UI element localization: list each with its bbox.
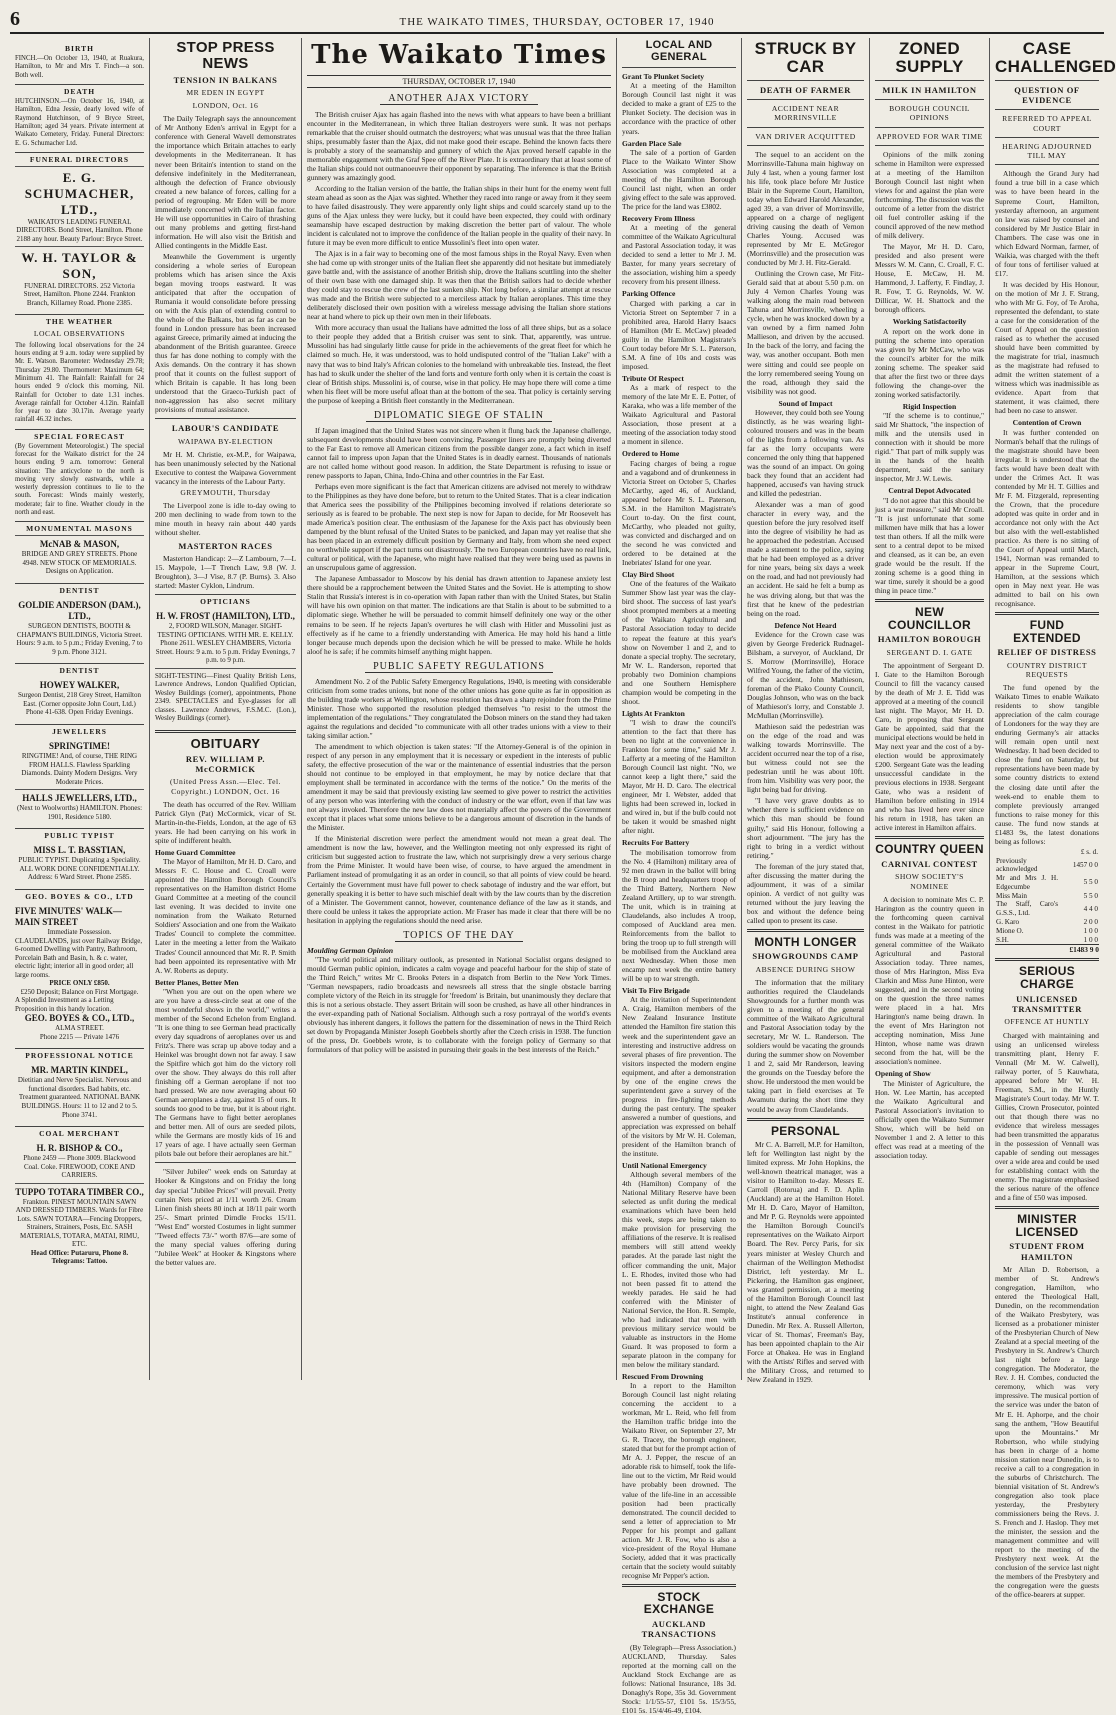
article-paragraph: The Liverpool zone is idle to-day owing to 200 men declining to wade from town to the mine mouth in heavy rain about 440 yards without shelter. [155,501,296,538]
article-paragraph: "Silver Jubilee" week ends on Saturday at Hooker & Kingstons and on Friday the long day special "Jubilee Prices" will prevail. Pretty curtain Nets priced at 1/11 worth 2/6. Cream Linen finish sheets 80 inch at 18/11 pair worth 25/-. Smart printed Dirndle Frocks 15/11. "West End" worsted Costumes in light summer "Tweed effects 73/-" worth 87/6—are some of the many special values offering during "Jubilee Week" at Hooker & Kingstons where the better values are. [155,1167,296,1267]
headline-sub: SHOWGROUNDS CAMP [752,951,859,962]
ad-frost [155,608,296,668]
birth-label: BIRTH [65,44,94,53]
monumental-label: MONUMENTAL MASONS [15,521,144,533]
article-paragraph: (By Telegraph—Press Association.) AUCKLAND, Thursday. Sales reported at the morning call on the Auckland Stock Exchange are as follows: National Insurance, 18s 3d. Donaghy's Rope, 35s 3d. Government Stock: 1/1/55-57, £101 5s. 15/3/55, £101 5s. 15/4/46-49, £104. [622,1642,736,1715]
ad-text: RINGTIME! And, of course, THE RING FROM HALLS. Flawless Sparkling Diamonds. Dainty Modern Designs. Very Moderate Prices. [21,752,138,786]
ad-title: MISS L. T. BASSTIAN, [33,845,126,856]
article-paragraph: Although the Grand Jury had found a true bill in a case which was to have been heard in the Supreme Court, Hamilton, yesterday afternoon, an argument on law was raised by counsel and considered by Mr Justice Blair in Chambers. The case was one in which Edward Norman, farmer, of Waikia, was charged with the theft of four tons of fertiliser valued at £17. [995,169,1099,278]
weather-label: THE WEATHER [15,314,144,326]
ad-address: ALMA STREET. [55,1024,104,1033]
article-paragraph: The Japanese Ambassador to Moscow by his denial has drawn attention to Japanese anxiety lest there should be a rapprochement between the United States and the Soviet. He is attempting to show Stalin that Russia's interest is in co-operation with Japan rather than with the United States, but Stalin will have his own opinion on that matter. The indications are that Stalin is about to be submitted to a diplomatic siege. Whether he will be persuaded to commit himself definitely one way or the other remains to be seen. If he rejects Japan's overtures he will clash with Hitler and Mussolini just as effectively as if he came to a friendly understanding with America. He may hold his hand a little longer because much depends upon the decision which he will be pressed to make. While he holds aloof he is safe; if he commits himself anything might happen. [307,574,611,656]
councillor-heading: NEW COUNCILLOR [888,604,971,632]
minor-heading: Moulding German Opinion [307,945,394,955]
headline-sub: TENSION IN BALKANS [173,74,278,85]
article-paragraph: The mobilisation tomorrow from the No. 4 (Hamilton) military area of 92 men drawn in the ballot will bring the B troop and headquarters troop of the Third Battery, Northern New Zealand Artillery, up to war strength. The unit, which is in training at Claudelands, also includes A troop, composed of Auckland area men. Reinforcements from the ballot to bring the troop up to full strength will be mobilised from the Auckland area next Wednesday. When those men encamp next week the entire battery will be up to war strength. [622,847,736,984]
ad-deposit: £250 Deposit; Balance on First Mortgage. [20,987,139,996]
ad-text: (Next to Woolworths) HAMILTON. Phones: 1901, Residence 5180. [16,804,143,821]
minister-heading: MINISTER LICENSED [1015,1212,1079,1239]
article-paragraph: It was decided by His Honour, on the motion of Mr J. F. Strang, who with Mr G. Foy, of Te Aroha, represented the defendant, to state a case for the consideration of the Court of Appeal on the question raised as to whether the accused should have been committed by the magistrate for trial, inasmuch as the magistrate had refused to admit the written statement of a witness which was inadmissible as evidence. Apart from that statement, it was claimed, there had been no case to answer. [995,279,1099,416]
ad-price: PRICE ONLY £850. [49,979,110,988]
minor-heading: Home Guard Committee [155,847,236,857]
article-paragraph: The death has occurred of the Rev. William Patrick Glyn (Pat) McCormick, vicar of St. Martin-in-the-Fields, London, at the age of 63 years. He had been carrying on his work in spite of indifferent health. [155,799,296,845]
ad-text: PUBLIC TYPIST. Duplicating a Speciality. ALL WORK DONE CONFIDENTIALLY. Address: 6 Ward Street. Phone 2585. [18,856,141,882]
article-paragraph: Opinions of the milk zoning scheme in Hamilton were expressed at a meeting of the Hamilton Borough Council last night when views for and against the plan were forthcoming. The discussion was the outcome of a letter from the district oil fuel controller asking if the council approved of the new method of milk delivery. [875,149,984,241]
article-paragraph: The British cruiser Ajax has again flashed into the news with what appears to have been a brilliant encounter in the Mediterranean, in which three Italian destroyers were sunk. It was not perhaps remarkable that the cruiser should outmatch the destroyers; what was unusual was that the three Italian ships, presumably faster than the Ajax, did not make good their escape. Behind the known facts there is probably a story of the seamanship and gunnery of which the Ajax proved herself capable in the memorable engagement with the Graf Spee off the River Plate. It is extraordinary that at least some of the Italian ships could not outmanoeuvre their opponent by separating. The inference is that the British gunnery was amazingly good. [307,109,611,182]
article-paragraph: Facing charges of being a rogue and a vagabond and of drunkenness in Victoria Street on October 5, Charles McCarthy, aged 46, of Auckland, appeared before Mr S. L. Paterson, S.M. in the Hamilton Magistrate's Court to-day. On the first count, McCarthy, who pleaded not guilty, was convicted and discharged and on the second he was convicted and ordered to be detained at the Inebriates' Island for one year. [622,458,736,568]
article-paragraph: "I have very grave doubts as to whether there is sufficient evidence on which this man should be found guilty," said His Honour, following a short adjournment. "The jury has the right to bring in a verdict without retiring." [747,796,864,860]
charge-heading: SERIOUS CHARGE [1018,964,1076,991]
ad-title: SPRINGTIME! [48,741,110,752]
headline-sub: SHOW SOCIETY'S NOMINEE [895,872,964,891]
ad-title: MR. MARTIN KINDEL, [31,1065,128,1076]
headline-sub: ACCIDENT NEAR MORRINSVILLE [771,104,840,123]
headline-sub: COUNTRY DISTRICT REQUESTS [1006,660,1088,679]
forecast-text: (By Government Meteorologist.) The special forecast for the Waikato district for the 24 hours ending 9 a.m. tomorrow: General situation: The anticyclone to the north is moving very slowly eastwards, while a westerly depression continues to lie to the south. Forecast: Winds mainly westerly, moderate; fair to fine. Weather cloudy in the north and east. [15,442,144,517]
fund-table [995,848,1099,945]
fund-col-header: £ s. d. [1080,847,1098,856]
headline-sub: REFERRED TO APPEAL COURT [1002,114,1092,133]
ad-timber [15,1183,144,1269]
headline-sub: ABSENCE DURING SHOW [755,964,856,974]
month-heading: MONTH LONGER [754,934,857,949]
ad-agent: GEO. BOYES & CO., LTD., [24,1013,135,1024]
jewellers-label: JEWELLERS [15,724,144,736]
table-row: The Staff, Caro's G.S.S., Ltd. 4 4 0 [996,900,1098,918]
page-number: 6 [10,8,20,30]
article-paragraph: "When you are out on the open where we are you have a dress-circle seat at one of the most wonderful shows in the world," writes a member of the Second Echelon from England. "It is one thing to see German head practically every day squadrons of aeroplanes over us and Fritz's. There was scrap up above today and a Heinkel was brought down not far away. I saw the Spitfire which got him do the victory roll over the show. They always do this roll after finishing off a German aeroplane if not too hard pressed. We are now averaging about 60 German aeroplanes a day, against 15 of ours. It sounds too good to be true, but it is about right. The Germans have to fight better aeroplanes and better men. All of ours are seeded pilots, while the Germans are mostly kids of 16 and 17 years of age. I have actually seen German pilots bale out before their aeroplanes are hit." [155,986,296,1159]
ad-title: HOWEY WALKER, [39,680,120,691]
article-paragraph: The Mayor, Mr H. D. Caro, presided and also present were Messrs W. M. Cann, C. Croall, F. C. House, E. McCaw, H. M. Hammond, J. Lafferty, F. Findlay, J. R. Fow, T. G. Reynolds, W. W. Dillicar, W. H. Shattock and the borough officers. [875,242,984,315]
article-paragraph: Evidence for the Crown case was given by George Frederick Rudnagel-Bilsham, a surveyor, of Auckland, Dr S. Morrow (Morrinsville), Horace Wilfred Young, the father of the victim, of the accident, John Mathieson, foreman of the Piako County Council, Douglas Johnson, who was on the back of Mathieson's lorry, and Constable J. McMullan (Morrinsville). [747,629,864,721]
coal-label: COAL MERCHANT [15,1126,144,1138]
headline-sub: STUDENT FROM HAMILTON [1009,1241,1085,1262]
ad-text: Phone 2459 — Phone 3009. Blackwood Coal. Coke. FIREWOOD, COKE AND CARRIERS. [23,1154,136,1180]
article-paragraph: At a meeting of the general committee of the Waikato Agricultural and Pastoral Association today, it was decided to send a letter to Mr J. M. Baxter, for many years secretary of the association, wishing him a speedy recovery from his present illness. [622,223,736,287]
headline-sub: RELIEF OF DISTRESS [997,647,1097,658]
struck-heading: STRUCK BY CAR [754,39,857,76]
article-paragraph: Meanwhile the Government is urgently considering a whole series of European problems which has arisen since the Axis began moving troops eastward. It was anticipated that after the occupation of Rumania it would consolidate before pressing on with the Axis plan of extending control to the whole of the Balkans, but as far as can be found in London pressure has been increased against Greece, primarily aimed at inducing the abandonment of the British guarantee. Greece thus far has done nothing to comply with the Axis demands. On the contrary it has shown proof that it counts on the fullest support of which Britain is capable. It has long been understood that the Graeco-Turkish pact of non-aggression has also secret military provisions of mutual assistance. [155,251,296,415]
minor-heading: Clay Bird Shoot [622,570,675,580]
article-paragraph: The information that the military authorities required the Claudelands Showgrounds for a further month was given to a meeting of the general committee of the Waikato Agricultural and Pastoral Association today by the secretary, Mr W. L. Randerson. The soldiers would be vacating the grounds during the summer show on November 1 and 2, said Mr Randerson, leaving the grounds on the Tuesday before the show. He understood the men would be taking part in field exercises at Te Awamutu during the short time they would be away from Claudelands. [747,978,864,1114]
headline-sub: MR EDEN IN EGYPT [186,87,265,97]
headline-sub: DEATH OF FARMER [759,84,851,95]
ad-text: CLAUDELANDS, just over Railway Bridge, 6-roomed Dwelling with Pantry, Bathroom, Porcelain Bath and Basin, h. & c. water, electric light; interior all in good order; all large rooms. [15,936,143,979]
headline-sub: LABOUR'S CANDIDATE [171,423,280,434]
column-local-general [617,38,742,1715]
funeral-label: FUNERAL DIRECTORS [15,152,144,164]
minor-heading: Grant To Plunket Society [622,72,705,82]
headline-sub: HEARING ADJOURNED TILL MAY [1002,141,1092,161]
dateline: GREYMOUTH, Thursday [180,488,271,498]
stock-heading: STOCK EXCHANGE [643,1589,715,1617]
ad-footer: Head Office: Putaruru, Phone 8. Telegrams: Tattoo. [30,1248,129,1266]
minor-heading: Rigid Inspection [902,401,957,411]
case-heading: CASE CHALLENGED [995,39,1116,76]
minor-heading: Sound of Impact [778,398,833,408]
ad-halls [15,789,144,824]
local-general-heading: LOCAL AND GENERAL [645,39,713,63]
ad-text: BRIDGE AND GREY STREETS. Phone 4948. NEW STOCK OF MEMORIALS. Designs on Application. [21,550,138,576]
headline-sub: WAIPAWA BY-ELECTION [178,436,273,446]
dentist-label: DENTIST [15,663,144,675]
table-row: G. Karo 2 0 0 [996,917,1098,926]
personal-heading: PERSONAL [770,1123,841,1138]
minor-heading: Until National Emergency [622,1160,707,1170]
headline-sub: QUESTION OF EVIDENCE [1014,84,1080,106]
ad-text: WAIKATO'S LEADING FUNERAL DIRECTORS. Bond Street, Hamilton. Phone 2188 any hour. Beauty Parlour: Bryce Street. [16,217,143,243]
page-header [10,8,1104,34]
death-label: DEATH [15,84,144,96]
article-paragraph: Perhaps even more significant is the fact that American citizens are advised not merely to withdraw to the Philippines as they have done before, but to return to the United States. That is a clear indication that America sees the possibility of the Philippines becoming involved if relations deteriorate so seriously as is feared to be probable. The next step is now for Japan to decide, for Mr Roosevelt has made America's position clear. The enthusiasm of the Japanese for the Axis pact has obviously been dampened by the blunt refusal of the United States to be panicked, and Japan may yet realise that she has been placed in an extremely difficult position by Germany and Italy, from whom she need expect no worthwhile support if the pact turns out disastrously. The two European countries have no real link, cultural or political, with the Japanese, who might have realised that they were being used as pawns in an unscrupulous game of aggression. [307,482,611,573]
queen-heading: COUNTRY QUEEN [875,842,984,857]
ad-title: GOLDIE ANDERSON (DAM.), LTD., [18,600,141,622]
minor-heading: Defence Not Heard [774,620,837,630]
editorial-heading: DIPLOMATIC SIEGE OF STALIN [307,410,611,422]
ad-sub: Immediate Possession. [47,927,112,936]
article-paragraph: "The world political and military outlook, as presented in National Socialist organs designed to mould German public opinion, indicates a calm voyage and peaceful harbour for the ship of state of the Third Reich," writes Mr C. Brooks Peters in a dispatch from Berlin to the New York Times. "German newspapers, radio broadcasts and newsreels all stress that the single obstacle barring complete victory of the Reich in its struggle for 'freedom' is Britain, but unanimously they declare that this is not a serious obstacle. They assert Britain will soon be crushed, as have all other hindrances in the ever-expanding path of National Socialism. Although such a rosy portrayal of the world's events obviously has inherent dangers, it follows the pattern for the dissemination of news in the Third Reich set down by Propaganda Minister Joseph Goebbels shortly after the Czech crisis in 1938. The function of the press, Dr. Goebbels wrote, is to collaborate with the foreign policy of Germany so that formulators of that policy will be assisted in pursuing their goals in the best interests of the Reich." [307,955,611,1055]
article-paragraph: The fund opened by the Waikato Times to enable Waikato residents to show tangible appreciation of the calm courage of Londoners for the way they are enduring Germany's air attacks will remain open until next Wednesday. It had been decided to close the fund on Saturday, but representations have been made by some country districts to extend the closing date until after the week-end to enable them to complete previously arranged functions to raise money for this cause. The fund now stands at £1483 9s, the latest donations being as follows: [995,683,1099,846]
dateline: LONDON, Oct. 16 [192,101,259,111]
death-notice: HUTCHINSON.—On October 16, 1940, at Hamilton, Edna Jessie, dearly loved wife of Raymond Hutchinson, of 9 Bryce Street, Hamilton; aged 34 years. Private interment at Waikato Cemetery, Friday. Funeral Directors: E. G. Schumacher Ltd. [15,98,144,147]
edition-date: THURSDAY, OCTOBER 17, 1940 [307,75,611,89]
article-paragraph: The appointment of Sergeant D. I. Gate to the Hamilton Borough Council to fill the vacancy caused by the death of Mr J. E. Tidd was approved at a meeting of the council last night. The Mayor, Mr H. D. Caro, in proposing that Sergeant Gate be appointed, said that the municipal elections would be held in May next year and the cost of a by-election would be approximately £200. Sergeant Gate was the leading unsuccessful candidate in the previous elections in 1938. Sergeant Gate, who was a resident of Hamilton before enlisting in 1914 and who has lived here ever since his return in 1918, has taken an active interest in Hamilton affairs. [875,660,984,833]
notice-label: PROFESSIONAL NOTICE [15,1048,144,1060]
article-paragraph: A report on the work done in putting the scheme into operation was given by Mr McCaw, who was the council's arbiter for the milk zoning scheme. The speaker said that after the first two or three days following the change-over the zoning worked satisfactorily. [875,326,984,399]
article-paragraph: At the invitation of Superintendent A. Craig, Hamilton members of the New Zealand Insurance Institute attended the Hamilton fire station this week and the superintendent gave an interesting and instructive address on several phases of fire prevention. The visitors inspected the modern engine equipment, and after a demonstration by one of the engine crews the superintendent gave a survey of the progress in fire-fighting methods during the past century. The speaker answered a number of questions, and appreciation was expressed on behalf of the visitors by Mr W. H. Coleman, president of the Hamilton branch of the institute. [622,995,736,1158]
ad-text: Frankton. PINEST MOUNTAIN SAWN AND DRESSED TIMBERS. Wards for Fibre Lots. SAWN TOTARA—Fencing Droppers, Strainers, Strainers, Posts, Etc. SASH MATERIALS, TOTARA, MATAI, RIMU, ETC. [15,1197,144,1249]
article-paragraph: Alexander was a man of good character in every way, and the question before the jury resolved itself into the degree of visibility he had as he approached the pedestrian. Accused made a statement to the police, saying that he had been employed as a driver for nine years, being six days a week on the road, and had not previously had an accident. He said he felt a bump as he was driving along, but that was the first that he knew of the pedestrian being on the road. [747,500,864,618]
article-paragraph: However, they could both see Young distinctly, as he was wearing light-coloured trousers and was in the beam of the lights from a following van. As far as the lorry occupants were concerned the only thing that happened was the sound of an impact. On going back they found that an accident had happened, accused's van having struck and killed the pedestrian. [747,407,864,499]
typist-label: PUBLIC TYPIST [15,828,144,840]
article-paragraph: Outlining the Crown case, Mr Fitz-Gerald said that at about 5.50 p.m. on July 4 Vernon Charles Young was walking along the main road between Tahuna and Morrinsville, wheeling a cycle, when he was knocked down by a van owned by a firm named John Mallieson, and driven by the accused. In the back of the lorry, and facing the way, was another occupant. Both men were sitting and could see people on the lorry remembered seeing Young on the road, although they said the visibility was not good. [747,269,864,396]
ad-title: W. H. TAYLOR & SON, [21,250,138,281]
minor-heading: Opening of Show [875,1069,931,1079]
article-paragraph: The Daily Telegraph says the announcement of Mr Anthony Eden's arrival in Egypt for a conference with General Wavell demonstrates the importance which Britain attaches to early developments in the Mediterranean. It has never been Britain's intention to stand on the defensive indefinitely in the Mediterranean, although the defection of France obviously created a new balance of forces, calling for a period of regrouping. Mr Eden will be more immediately concerned with the Italian factor. He will use opportunities in Cairo of thrashing out many problems and getting first-hand information. He will also visit the British and Allied contingents in the Middle East. [155,114,296,250]
article-paragraph: Mr H. M. Christie, ex-M.P., for Waipawa, has been unanimously selected by the National Executive to contest the Waipawa Government vacancy in the interests of the Labour Party. [155,450,296,487]
ad-bishop [15,1140,144,1183]
ad-title: HALLS JEWELLERS, LTD., [22,793,137,804]
minor-heading: Contention of Crown [1012,418,1082,428]
minor-heading: Visit To Fire Brigade [622,986,690,996]
minor-heading: Central Depot Advocated [888,486,971,496]
article-paragraph: Amendment No. 2 of the Public Safety Emergency Regulations, 1940, is meeting with considerable criticism from some trades unions, but none of the other unions has gone quite as far in opposition as the building trade workers at Wellington, whose resolution has drawn a sharp rejoinder from the Prime Minister. Those who supported the resolution pledged themselves "to resist to the utmost the implementation of the regulations." They congratulated the Dobson miners on the stand they had taken against the regulations and decided "to communicate with all other trades unions with a view to their taking similar action." [307,676,611,740]
article-paragraph: "If the scheme is to continue," said Mr Shattock, "the inspection of milk and the utensils used in connection with it should be more rigid." That part of milk supply was in the hands of the health department, said the sanitary inspector, Mr J. W. Lewis. [875,411,984,484]
ad-title: H. W. FROST (HAMILTON), LTD., [156,611,295,622]
article-paragraph: Mr Allan D. Robertson, a member of St. Andrew's congregation, Hamilton, who entered the Theological Hall, Dunedin, on the recommendation of the Waikato Presbytery, was licensed as a probationer minister of the Presbyterian Church of New Zealand at a special meeting of the Presbytery in St. Andrew's Church last night before a large congregation. The Moderator, the Rev. J. H. Combes, conducted the ceremony, which was very impressive. The musical portion of the service was under the baton of Mr E. H. Aphorpe, and the choir sang the anthem, "How Beautiful upon the Mountains." Mr Robertson, who while studying has been in charge of a home mission station near Dunedin, is to receive a call to a congregation in the suburbs of Christchurch. The biennial visitation of St. Andrew's congregation also took place yesterday, the Presbytery commissioners being the Revs. J. S. French and J. Haslop. They met the minister, the session and the management committee and will report to the meeting of the Presbytery next week. At the conclusion of the service last night the members of the Presbytery and the congregation were the guests of the office-bearers at supper. [995,1265,1099,1600]
zoned-heading: ZONED SUPPLY [895,39,964,76]
newspaper-flag: The Waikato Times [311,40,607,70]
table-row: S.H. 1 0 0 [996,935,1098,944]
ad-title: FIVE MINUTES' WALK—MAIN STREET [15,906,122,927]
headline-sub: AUCKLAND TRANSACTIONS [641,1619,717,1640]
fund-heading: FUND EXTENDED [1013,618,1081,645]
stop-press-heading: STOP PRESS NEWS [176,39,275,72]
ad-springtime [15,738,144,789]
ad-title: E. G. SCHUMACHER, LTD., [24,169,135,217]
ad-mason [15,535,144,579]
ad-text: 2, FOORD WILSON, Manager. SIGHT-TESTING OPTICIANS. WITH MR. E. KELLY. Phone 2611. WESLEY CHAMBERS, Victoria Street. Hours: 9 a.m. to 5 p.m. Friday Evenings, 7 p.m. to 9 p.m. [155,622,296,665]
running-head: THE WAIKATO TIMES, THURSDAY, OCTOBER 17, 1940 [399,16,715,28]
dateline: (United Press Assn.—Elec. Tel. Copyright.) LONDON, Oct. 16 [170,777,281,796]
ad-sight-testing: SIGHT-TESTING—Finest Quality British Lens, Lawrence Andrews, London Qualified Optician, Wesley Buildings (corner), appointments, Phone 2349. SPECTACLES and Eye-glasses for all classes. Lawrence Andrews, F.S.M.C. (Lon.), Wesley Buildings (corner). [155,668,296,726]
article-paragraph: "I do not agree that this should be just a war measure," said Mr Croall. "It is just unfortunate that some milkmen have milk that has a lower test than others. If all the milk were sent to a central depot to be mixed and cleansed, as it can be, an even grade would be the result. If the zoning scheme is a good thing in war time, surely it should be a good thing in peace time." [875,495,984,595]
article-paragraph: If the Ministerial discretion were perfect the amendment would not mean a great deal. The amendment is now the law, however, and the Wellington meeting not only expressed its right of criticism but suggested action to frustrate the law, which not surprisingly drew a very serious charge from the Prime Minister. It would have been wise, of course, to have argued the amendment in Parliament instead of promulgating it as an order in council, so that all points of view could be heard. Certainly the Government must have full power to check sabotage of industry and the war effort, but generally speaking it is better to have such mischief dealt with by the law courts than by the discretion of a Minister. The Government cannot, however, countenance defiance of the law as it stands, and there could be unless it takes the appropriate action. Mr Fraser has made it clear that there will be no hesitation in applying the regulations should the need arise. [307,834,611,925]
columns [10,38,1116,1715]
weather-text: The following local observations for the 24 hours ending at 9 a.m. today were supplied by Mr. E. Watson. Barometer: Wednesday 29.78; Thursday 29.80. Thermometer: Maximum 64; Minimum 41. The Rainfall: Rainfall for 24 hours ended 9 o'clock this morning, Nil. Rainfall for October to date 1.31 inches. Average rainfall for October 4.12in. Rainfall for year to date 30.17in. Average yearly rainfall 46.32 inches. [15,341,144,424]
article-paragraph: In a report to the Hamilton Borough Council last night relating concerning the accident to a workman, Mr L. Reid, who fell from the Hamilton traffic bridge into the Waikato River, on September 27, Mr G. R. Tracey, the borough engineer, stated that but for the prompt action of Mr A. J. Pepper, the rescue of an adorable risk to himself, took the life-line out to the victim, Mr Reid would have probably been drowned. The value of the life-line in an accessible position had been practically demonstrated. The council decided to send a letter of appreciation to Mr Pepper for his prompt and gallant action. Mr J. R. Fow, who is also a vice-president of the Royal Humane Society, added that it was practically certain that the society would suitably recognise Mr Pepper's action. [622,1381,736,1580]
minor-heading: Better Planes, Better Men [155,977,239,987]
article-paragraph: According to the Italian version of the battle, the Italian ships in their hunt for the enemy went full steam ahead as soon as the Ajax was sighted. Whether they raced into range or away from it they seem to have failed disastrously. They were apparently only light ships and could scarcely stand up to the guns of the Ajax unless they were lucky, but it could have been expected, they could with ordinary seamanship have escaped destruction by making discretion the better part of valour. The whole incident is calculated not to improve the confidence of the Italian people in the quality of their navy. In future it may be even more difficult to entice Mussolini's fleet into open water. [307,183,611,248]
headline-sub: MILK IN HAMILTON [882,84,977,95]
article-paragraph: If Japan imagined that the United States was not sincere when it flung back the Japanese challenge, subsequent developments should have been convincing. Passenger liners are promptly being diverted to the Far East to remove all American citizens from the possible danger zone, a fact which in itself cannot fail to impress upon Japan that the United States is in deadly earnest. Thousands of nationals are not called home without good reason. In addition, the State Department is refusing to issue or renew passports to Japan, China, Indo-China and other countries in the Far East. [307,425,611,480]
headline-sub: UNLICENSED TRANSMITTER [1012,993,1082,1014]
ad-typist [15,842,144,885]
ad-claudelands [15,903,144,1044]
column-case-challenged [990,38,1116,1600]
article-paragraph: As a mark of respect to the memory of the late Mr E. E. Potter, of Karaka, who was a life member of the Waikato Agricultural and Pastoral Association, those present at a meeting of the association today stood a moment in silence. [622,383,736,447]
column-notices [10,38,150,1380]
column-struck-by-car [742,38,870,1384]
article-paragraph: Masterton Handicap: 2—Z Lambourn, 7—L 15. Maypole, 1—T Trench Law, 9.8 (W. J. Broughton), 3—J Vise, 8.7 (P. Burns). 3. Also started: Master Cyklon, Lindrum. [155,553,296,590]
headline-sub: APPROVED FOR WAR TIME [876,131,983,141]
editorial-heading: TOPICS OF THE DAY [307,930,611,942]
article-paragraph: A decision to nominate Mrs C. P. Harington as the country queen in the forthcoming queen carnival contest in the Waikato for patriotic funds was made at a meeting of the general committee of the Waikato Agricultural and Pastoral Association today. Three names, those of Mrs Harington, Miss Eva Clarkin and Miss June Hinton, were suggested, and in the second voting on the question the three names were placed in a hat. Mrs Harington's name being drawn. In the event of Mrs Harington not accepting nomination, Miss June Hinton, whose name was drawn second from the hat, will be the association's nominee. [875,894,984,1067]
article-paragraph: It was further contended on Norman's behalf that the rulings of the magistrate should have been irregular. It is understood that the facts would have been dealt with under the Crimes Act. It was contended by Mr H. T. Gillies and Mr F. M. Fitzgerald, representing the Crown, that the procedure adopted was quite in order and in accordance not only with the Act but also with the well-established practice. As there is no sitting of the Court of Appeal until March, 1941, Norman was remanded to appear in the Supreme Court, Hamilton, at the sessions which open in May next year. He was admitted to bail on his own recognisance. [995,427,1099,609]
article-paragraph: At a meeting of the Hamilton Borough Council last night it was decided to make a grant of £25 to the Plunket Society. The decision was in accordance with the practice of other years. [622,81,736,136]
minor-heading: Tribute Of Respect [622,373,684,383]
article-paragraph: The sale of a portion of Garden Place to the Waikato Winter Show Association was completed at a meeting of the Hamilton Borough Council last night, when an order giving effect to the sale was approved. The price for the land was £3802. [622,147,736,211]
boyes-label: GEO. BOYES & CO., LTD [15,889,144,901]
ad-text: SURGEON DENTISTS, BOOTH & CHAPMAN'S BUILDINGS, Victoria Street. Hours: 9 a.m. to 5 p.m.; Friday Evening, 7 to 9 p.m. Phone 3121. [16,622,143,656]
headline-sub: MASTERTON RACES [178,540,273,551]
ad-schumacher [15,166,144,246]
article-paragraph: Mathieson said the pedestrian was on the edge of the road and was walking towards Morrinsville. The accident occurred near the top of a rise, but witness could not see the pedestrian until he was about 10ft. from him. Visibility was very poor, the light being bad for driving. [747,722,864,795]
article-paragraph: With more accuracy than usual the Italians have admitted the loss of all three ships, but as a solace to their people they added that a British cruiser was sent to sink. That, apparently, was untrue. Mussolini has had singularly little cause for pride in the achievements of the great fleet for which he claimed so much. He, it was understood, was to hold undisputed control of the "Italian Lake" with a navy that was to bind Italy's African colonies to the homeland with unbreakable ties. Instead, the fleet has had to skulk under the shelter of the land forts and venture forth only when it is certain the coast is clear of British ships. Mussolini is, of course, wise in that policy. He may hope there will come a time when his fleet will be more useful afloat than at the bottom of the sea. That policy is certainly serving the purpose of keeping a British fleet constantly in the Mediterranean. [307,323,611,405]
minor-heading: Recruits For Battery [622,838,690,848]
article-paragraph: One of the features of the Waikato Summer Show last year was the clay-bird shoot. The success of last year's shoot prompted members at a meeting of the Waikato Agricultural and Pastoral Association today to decide to repeat the feature at this year's show on November 1 and 2, and to donate a special trophy. The secretary, Mr W. L. Randerson, reported that probably two Dominion champions and one Southern Hemisphere champion would be competing in the shoot. [622,579,736,706]
article-paragraph: The Minister of Agriculture, the Hon. W. Lee Martin, has accepted the Waikato Agricultural and Pastoral Association's invitation to officially open the Waikato Summer Show, which will be held on November 1 and 2. A letter to this effect was read at a meeting of the association today. [875,1078,984,1160]
ad-taylor [15,246,144,310]
ad-title: McNAB & MASON, [39,539,120,550]
headline-sub: VAN DRIVER ACQUITTED [755,131,856,141]
article-paragraph: The Ajax is in a fair way to becoming one of the most famous ships in the Royal Navy. Even when she had come up with stronger units of the Italian fleet she apparently did not hesitate but immediately gave battle and, with the assistance of another British ship, drove the Italians scuttling into the shelter of their own base with one damaged ship. It was then that the British sailors had to decide whether they could stay to rescue the crew of the last sunken ship. Not long before, a similar attempt at rescue was made and the British were subjected to a merciless attack by Italian aeroplanes. This time they deliberately disclosed their own position with a wireless message advising the Italian shore stations near at hand where to pick up their own men in their lifeboats. [307,249,611,322]
column-stop-press [150,38,302,1380]
minor-heading: Recovery From Illness [622,214,695,223]
ad-text: Dietitian and Nerve Specialist. Nervous and functional disorders. Bad habits, etc. Treatment guaranteed. NATIONAL BANK BUILDINGS. Hours: 11 to 12 and 2 to 5. Phone 3741. [17,1076,142,1119]
table-row: Mr and Mrs J. H. Edgecumbe 5 5 0 [996,874,1098,891]
dentist-label: DENTIST [15,583,144,595]
ad-howey [15,677,144,720]
article-paragraph: Although several members of the 4th (Hamilton) Company of the National Military Reserve have been selected as unfit during the medical examinations which have been held this week, steps are being taken to make provision for preserving the affiliations of the reserve. It is realised members will still attend weekly parades. At the parade last night the officer commanding the unit, Major L. E. Rhodes, invited those who had not been passed fit to attend the weekly parades. He said he had conferred with the Minister of National Service, the Hon. R. Semple, who had indicated that men with previous military service would be valuable as instructors in the Home Guard. It was proposed to form a separate platoon in the company for men below the military standard. [622,1170,736,1369]
ad-note: A Splendid Investment as a Letting Proposition in this handy location. [15,996,114,1013]
editorial-heading: ANOTHER AJAX VICTORY [307,93,611,105]
weather-sub: LOCAL OBSERVATIONS [33,328,126,338]
ad-text: Surgeon Dentist, 218 Grey Street, Hamilton East. (Corner opposite John Court, Ltd.) Phone 41-638. Open Friday Evenings. [18,691,141,717]
article-paragraph: The Mayor of Hamilton, Mr H. D. Caro, and Messrs F. C. House and C. Croall were appointed the Hamilton Borough Council's representatives on the Hamilton district Home Guard Committee at a meeting of the council last evening. It was decided to invite one nomination from the Waikato Returned Soldiers' Association and one from the Waikato Trades' Council to complete the committee. Later in the meeting a letter from the Waikato Trades' Council announced that Mr. R. P. Smith had been appointed its representative with Mr A. W. Roberts as deputy. [155,857,296,975]
table-row: Mione O. 1 0 0 [996,926,1098,935]
ad-title: TUPPO TOTARA TIMBER CO., [15,1186,144,1197]
article-paragraph: "I wish to draw the council's attention to the fact that there has been no light at the convenience in Frankton for some time," said Mr J. Lafferty at a meeting of the Hamilton Borough Council last night. "No, we cannot keep a light there," said the Mayor, Mr H. D. Caro. The electrical engineer, Mr I. Webster, added that lights had been screwed in, locked in and wired in, but if the bulb could not be taken it would be smashed night after night. [622,718,736,836]
table-row: Previously acknowledged 1457 0 0 [996,856,1098,874]
minor-heading: Working Satisfactorily [892,317,967,327]
article-paragraph: Charged with maintaining and using an unlicensed wireless transmitting plant, Henry F. Vennall (Mr M. W. Calwell), railway porter, of 5 Kauwhata, appeared before Mr W. H. Freeman, S.M., in the Huntly Magistrate's Court today. Mr W. T. Gillies, Crown Prosecutor, pointed out that though there was no evidence that wireless messages had been transmitted the apparatus in the possession of Vennall was capable of sending out messages over a wide area and could be used for establishing contact with the enemy. The magistrate emphasised the serious nature of the offence and a fine of £50 was imposed. [995,1030,1099,1203]
minor-heading: Lights At Frankton [622,708,685,718]
article-paragraph: The foreman of the jury stated that, after discussing the matter during the adjournment, it was of a similar opinion. A verdict of not guilty was returned without the jury leaving the box and without the defence being called upon to present its case. [747,861,864,925]
column-editorial [302,38,617,1380]
opticians-label: OPTICIANS [155,594,296,606]
article-paragraph: Charged with parking a car in Victoria Street on September 7 in a prohibited area, Harold Harry Isaacs of Hamilton (Mr E. McCaw) pleaded guilty in the Hamilton Magistrate's Court today before Mr S. L. Paterson, S.M. A fine of 10s and costs was imposed. [622,298,736,371]
ad-title: H. R. BISHOP & CO., [36,1143,123,1154]
minor-heading: Rescued From Drowning [622,1371,704,1381]
minor-heading: Parking Offence [622,289,676,299]
birth-notice: FINCH.—On October 13, 1940, at Ruakura, Hamilton, to Mr and Mrs T. Finch—a son. Both well. [15,55,144,79]
minor-heading: Garden Place Sale [622,138,682,148]
column-zoned-supply [870,38,990,1380]
ad-text: FUNERAL DIRECTORS. 252 Victoria Street, Hamilton. Phone 2244. Frankton Branch, Killarney Road. Phone 2385. [23,281,136,307]
article-paragraph: Mr C. A. Barrell, M.P. for Hamilton, left for Wellington last night by the limited express. Mr John Hopkins, the well-known theatrical manager, was a visitor to Hamilton to-day. Messrs E. Carroll (Rotorua) and F. D. Aplin (Auckland) are at the Hamilton Hotel. Mr H. D. Caro, Mayor of Hamilton, and Mr P. G. Reynolds were appointed the Hamilton Borough Council's representatives on the Waikato Airport Board. The Rev. Percy Paris, for six years minister at Wesley Church and chairman of the Wellington Methodist District, left yesterday. Mr L. Pickering, the Hamilton gas engineer, was granted permission, at a meeting of the Hamilton Borough Council last night, to attend the New Zealand Gas Institute's annual conference in Dunedin. Mr Rex. A. Russell Allerton, vicar of St. Thomas', Freeman's Bay, has been appointed chaplain to the Air Force at Ohakea. He was in England with the Artists' Rifles and served with the Military Cross, and returned to New Zealand in 1929. [747,1140,864,1384]
article-paragraph: The sequel to an accident on the Morrinsville-Tahuna main highway on July 4 last, when a young farmer lost his life, took place before Mr Justice Blair in the Supreme Court, Hamilton, today when Edward Harold Alexander, aged 39, a van driver of Morrinsville, appeared on a charge of negligent driving causing the death of Vernon Charles Young. Accused was represented by Mr E. McGregor (Morrinsville) and the prosecution was conducted by Mr J. H. Fitz-Gerald. [747,149,864,268]
headline-sub: OFFENCE AT HUNTLY [1004,1017,1090,1027]
fund-total: £1483 9 0 [995,944,1099,954]
headline-sub: CARNIVAL CONTEST [881,858,978,869]
headline-sub: REV. WILLIAM P. McCORMICK [185,753,266,774]
ad-kindel [15,1062,144,1122]
headline-sub: BOROUGH COUNCIL OPINIONS [889,104,970,123]
minor-heading: Ordered to Home [622,449,680,459]
obituary-heading: OBITUARY [190,735,261,751]
table-row: Miss Main 5 5 0 [996,891,1098,900]
forecast-label: SPECIAL FORECAST [15,429,144,441]
editorial-heading: PUBLIC SAFETY REGULATIONS [307,661,611,673]
article-paragraph: The amendment to which objection is taken states: "If the Attorney-General is of the opinion in respect of any person in any employment that it is necessary or expedient in the interests of public safety, the effective prosecution of the war or the maintenance of essential industries that the person should not continue to be employed in that employment, he may by notice declare that that employment shall be terminated in accordance with the terms of the notice." On the merits of the amendment it may be said that previously existing law seemed to give power to restrict the activities of any person who was interfering with the conduct of industry or the war effort, even if that law was not always invoked. Therefore the new law does not materially affect the powers of the Government except that it places what some unions believe to be a dangerous amount of discretion in the hands of the Minister. [307,742,611,833]
ad-phone: Phone 2215 — Private 1476 [39,1032,120,1041]
ad-goldie [15,597,144,659]
headline-sub: HAMILTON BOROUGH [877,634,982,645]
headline-sub: SERGEANT D. I. GATE [886,647,973,657]
